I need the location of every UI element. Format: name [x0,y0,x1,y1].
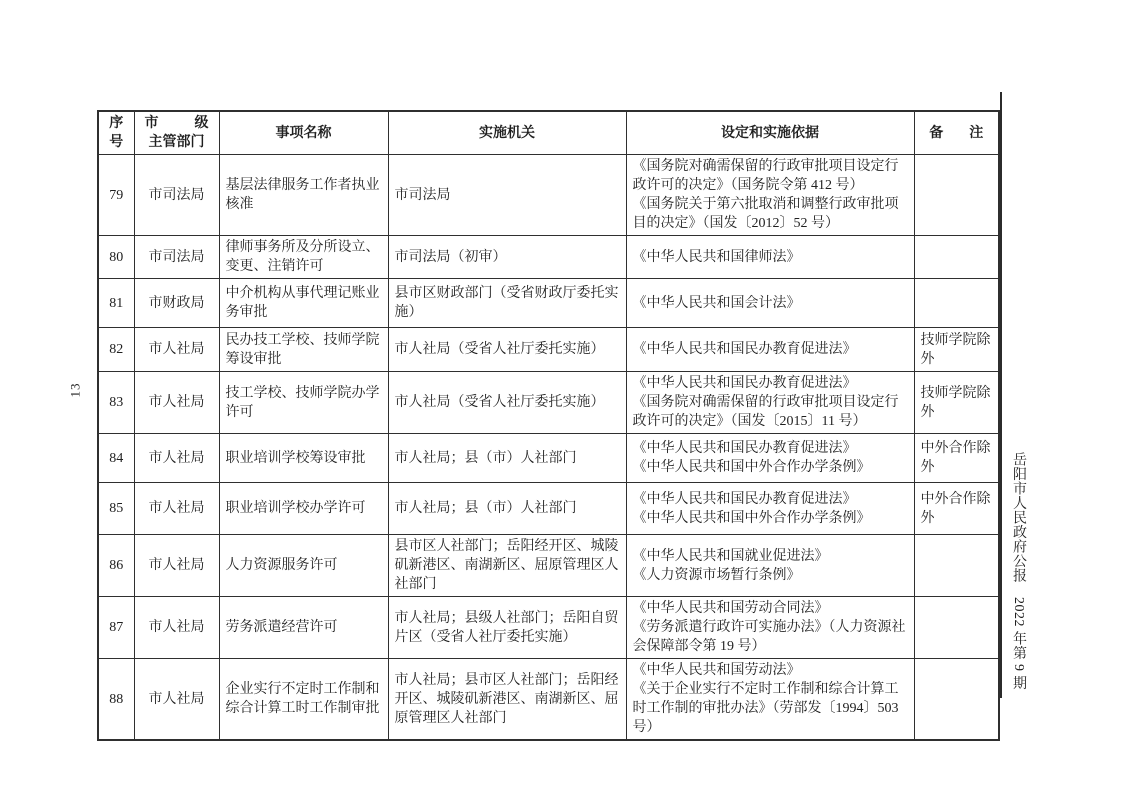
header-item-name: 事项名称 [219,111,388,155]
cell-department: 市人社局 [134,597,219,659]
cell-department: 市司法局 [134,236,219,279]
cell-item-name: 劳务派遣经营许可 [219,597,388,659]
cell-implementing-agency: 市人社局；县（市）人社部门 [388,483,626,535]
table-row [98,372,999,434]
cell-item-name: 律师事务所及分所设立、变更、注销许可 [219,236,388,279]
cell-department: 市人社局 [134,483,219,535]
cell-department: 市人社局 [134,372,219,434]
cell-remark [914,279,999,328]
gazette-title-vertical: 岳阳市人民政府公报 2022 年第 9 期 [1011,452,1026,690]
legal-basis-entry: 《国务院关于第六批取消和调整行政审批项目的决定》（国发〔2012〕52 号） [632,197,899,231]
header-department-line2: 主管部门 [148,135,205,150]
cell-serial-number: 86 [98,535,134,597]
cell-item-name: 基层法律服务工作者执业核准 [219,155,388,236]
cell-legal-basis [626,279,914,328]
cell-implementing-agency: 市人社局；县（市）人社部门 [388,434,626,483]
cell-serial-number: 79 [98,155,134,236]
cell-item-name: 职业培训学校筹设审批 [219,434,388,483]
header-department [134,111,219,155]
legal-basis-entry: 《中华人民共和国民办教育促进法》 [632,441,857,456]
header-legal-basis: 设定和实施依据 [626,111,914,155]
cell-legal-basis [626,434,914,483]
cell-serial-number: 81 [98,279,134,328]
legal-basis-entry: 《中华人民共和国劳动合同法》 [632,601,829,616]
cell-department: 市人社局 [134,535,219,597]
cell-remark: 中外合作除外 [914,483,999,535]
legal-basis-entry: 《中华人民共和国就业促进法》 [632,548,829,564]
legal-basis-entry: 《中华人民共和国民办教育促进法》 [632,376,857,391]
cell-serial-number: 83 [98,372,134,434]
cell-serial-number: 84 [98,434,134,483]
cell-implementing-agency: 市司法局 [388,155,626,236]
cell-remark: 技师学院除外 [914,328,999,372]
cell-serial-number: 82 [98,328,134,372]
cell-implementing-agency: 市司法局（初审） [388,236,626,279]
cell-serial-number: 87 [98,597,134,659]
cell-remark: 中外合作除外 [914,434,999,483]
cell-serial-number: 85 [98,483,134,535]
cell-serial-number: 88 [98,659,134,741]
legal-basis-entry: 《中华人民共和国中外合作办学条例》 [632,460,871,475]
legal-basis-entry: 《中华人民共和国民办教育促进法》 [632,342,857,357]
cell-implementing-agency: 市人社局（受省人社厅委托实施） [388,372,626,434]
cell-implementing-agency: 县市区人社部门；岳阳经开区、城陵矶新港区、南湖新区、屈原管理区人社部门 [388,535,626,597]
header-remark [914,111,999,155]
cell-legal-basis [626,597,914,659]
cell-department: 市人社局 [134,434,219,483]
cell-serial-number: 80 [98,236,134,279]
cell-implementing-agency: 市人社局；县市区人社部门；岳阳经开区、城陵矶新港区、南湖新区、屈原管理区人社部门 [388,659,626,741]
cell-item-name: 企业实行不定时工作制和综合计算工时工作制审批 [219,659,388,741]
legal-basis-entry: 《人力资源市场暂行条例》 [632,567,801,583]
cell-department: 市司法局 [134,155,219,236]
cell-remark [914,236,999,279]
cell-item-name: 民办技工学校、技师学院筹设审批 [219,328,388,372]
table-header [98,111,999,155]
cell-legal-basis [626,483,914,535]
cell-remark [914,659,999,741]
cell-item-name: 技工学校、技师学院办学许可 [219,372,388,434]
page-number: 13 [67,382,83,398]
table-row [98,279,999,328]
table-row [98,483,999,535]
cell-implementing-agency: 市人社局（受省人社厅委托实施） [388,328,626,372]
legal-basis-entry: 《中华人民共和国律师法》 [632,249,801,265]
table-header-row [98,111,999,155]
cell-legal-basis [626,535,914,597]
cell-implementing-agency: 市人社局；县级人社部门；岳阳自贸片区（受省人社厅委托实施） [388,597,626,659]
cell-item-name: 中介机构从事代理记账业务审批 [219,279,388,328]
cell-legal-basis [626,328,914,372]
legal-basis-entry: 《中华人民共和国会计法》 [632,295,801,311]
cell-remark [914,597,999,659]
header-department-line1: 市 级 [144,116,209,131]
table-row [98,328,999,372]
cell-legal-basis [626,372,914,434]
table-row [98,659,999,741]
legal-basis-entry: 《中华人民共和国中外合作办学条例》 [632,510,871,526]
cell-item-name: 人力资源服务许可 [219,535,388,597]
cell-department: 市人社局 [134,659,219,741]
legal-basis-entry: 《中华人民共和国劳动法》 [632,663,801,678]
cell-implementing-agency: 县市区财政部门（受省财政厅委托实施） [388,279,626,328]
legal-basis-entry: 《关于企业实行不定时工作制和综合计算工时工作制的审批办法》（劳部发〔1994〕503 号） [632,682,899,735]
cell-department: 市人社局 [134,328,219,372]
margin-divider-line [1000,92,1002,698]
cell-remark [914,155,999,236]
legal-basis-entry: 《中华人民共和国民办教育促进法》 [632,491,857,507]
cell-remark [914,535,999,597]
legal-basis-entry: 《国务院对确需保留的行政审批项目设定行政许可的决定》（国务院令第 412 号） [632,159,899,193]
header-serial-number: 序号 [98,111,134,155]
header-implementing-agency: 实施机关 [388,111,626,155]
table-row [98,434,999,483]
table-row [98,236,999,279]
table-row [98,535,999,597]
table-body [98,155,999,741]
header-remark-text: 备 注 [929,125,984,141]
cell-legal-basis [626,236,914,279]
table-row [98,155,999,236]
approval-items-table [97,110,1000,741]
cell-remark: 技师学院除外 [914,372,999,434]
cell-legal-basis [626,659,914,741]
legal-basis-entry: 《国务院对确需保留的行政审批项目设定行政许可的决定》（国发〔2015〕11 号） [632,395,899,429]
cell-item-name: 职业培训学校办学许可 [219,483,388,535]
legal-basis-entry: 《劳务派遣行政许可实施办法》（人力资源社会保障部令第 19 号） [632,620,906,654]
table-row [98,597,999,659]
approval-items-table-wrap [97,110,1000,741]
cell-department: 市财政局 [134,279,219,328]
cell-legal-basis [626,155,914,236]
